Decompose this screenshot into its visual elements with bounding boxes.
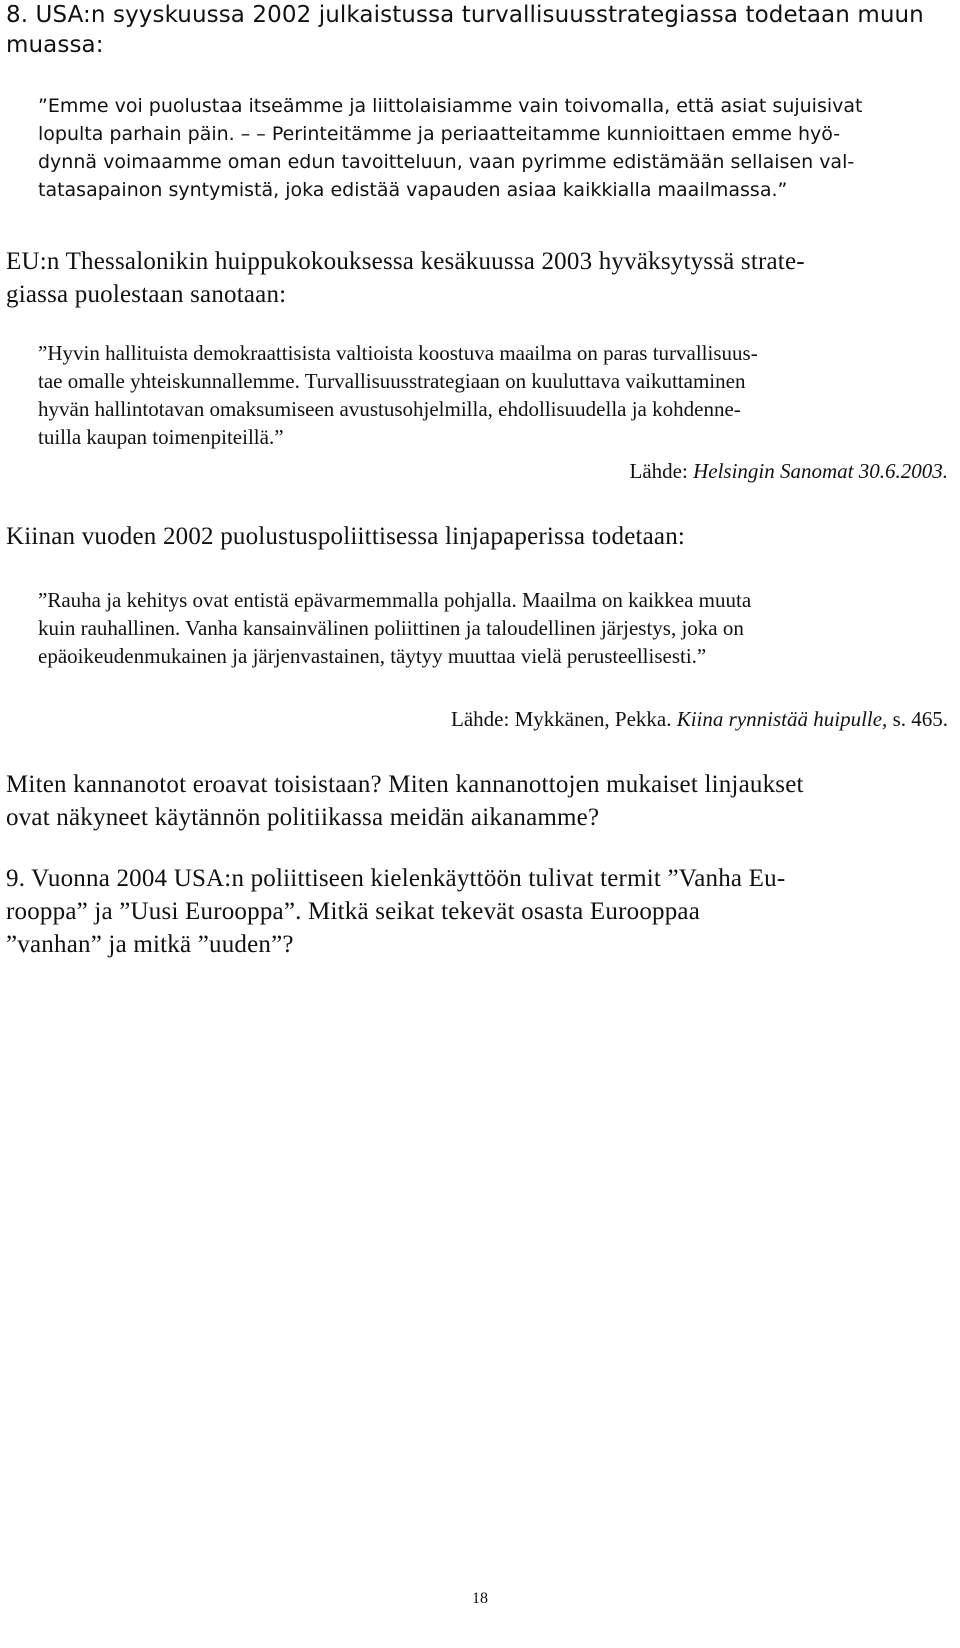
china-source-suffix: s. 465. <box>887 707 948 731</box>
eu-quote-line-3: hyvän hallintotavan omaksumiseen avustusohjelmilla, ehdollisuudella ja kohdenne- <box>38 397 741 421</box>
china-source-citation <box>451 705 948 733</box>
eu-quote-line-1: ”Hyvin hallituista demokraattisista valtioista koostuva maailma on paras turvallisuus- <box>38 341 758 365</box>
china-paper-quote <box>38 586 952 670</box>
china-quote-line-2: kuin rauhallinen. Vanha kansainvälinen poliittinen ja taloudellinen järjestys, joka on <box>38 616 744 640</box>
question-9-line-1: 9. Vuonna 2004 USA:n poliittiseen kielenkäyttöön tulivat termit ”Vanha Eu- <box>6 865 786 892</box>
question-9 <box>6 862 952 961</box>
china-quote-line-1: ”Rauha ja kehitys ovat entistä epävarmemmalla pohjalla. Maailma on kaikkea muuta <box>38 588 752 612</box>
usa-quote-line-2: lopulta parhain päin. – – Perinteitämme ja periaatteitamme kunnioittaen emme hyö- <box>38 123 841 145</box>
eu-quote-line-4: tuilla kaupan toimenpiteillä.” <box>38 425 284 449</box>
eu-intro-line-1: EU:n Thessalonikin huippukokouksessa kesäkuussa 2003 hyväksytyssä strate- <box>6 248 805 275</box>
eu-strategy-quote <box>38 339 952 451</box>
usa-quote-line-3: dynnä voimaamme oman edun tavoitteluun, vaan pyrimme edistämään sellaisen val- <box>38 151 855 173</box>
eu-intro-line-2: giassa puolestaan sanotaan: <box>6 281 287 308</box>
question-8-heading-line-1: 8. USA:n syyskuussa 2002 julkaistussa turvallisuusstrategiassa todetaan muun <box>6 2 924 28</box>
china-source-prefix: Lähde: Mykkänen, Pekka. <box>451 707 677 731</box>
question-8-prompt-line-1: Miten kannanotot eroavat toisistaan? Miten kannanottojen mukaiset linjaukset <box>6 771 804 798</box>
china-paper-intro <box>6 520 952 553</box>
eu-source-citation <box>630 457 948 485</box>
usa-strategy-quote <box>38 92 952 204</box>
china-quote-line-3: epäoikeudenmukainen ja järjenvastainen, täytyy muuttaa vielä perusteellisesti.” <box>38 644 707 668</box>
china-source-title: Kiina rynnistää huipulle, <box>676 707 888 731</box>
page-number: 18 <box>472 1590 488 1607</box>
eu-quote-line-2: tae omalle yhteiskunnallemme. Turvallisuusstrategiaan on kuuluttava vaikuttaminen <box>38 369 746 393</box>
question-9-line-3: ”vanhan” ja mitkä ”uuden”? <box>6 931 294 958</box>
eu-source-prefix: Lähde: <box>629 459 694 483</box>
question-8-prompt-line-2: ovat näkyneet käytännön politiikassa meidän aikanamme? <box>6 804 600 831</box>
question-8-heading-line-2: muassa: <box>6 32 104 58</box>
question-8-prompts <box>6 768 952 834</box>
question-9-line-2: rooppa” ja ”Uusi Eurooppa”. Mitkä seikat tekevät osasta Eurooppaa <box>6 898 701 925</box>
eu-strategy-intro <box>6 245 952 311</box>
eu-source-title: Helsingin Sanomat 30.6.2003. <box>693 459 948 483</box>
china-intro-line: Kiinan vuoden 2002 puolustuspoliittisessa linjapaperissa todetaan: <box>6 523 686 550</box>
usa-quote-line-1: ”Emme voi puolustaa itseämme ja liittolaisiamme vain toivomalla, että asiat sujuisivat <box>38 95 863 117</box>
usa-quote-line-4: tatasapainon syntymistä, joka edistää vapauden asiaa kaikkialla maailmassa.” <box>38 179 788 201</box>
question-8-heading <box>6 0 952 60</box>
